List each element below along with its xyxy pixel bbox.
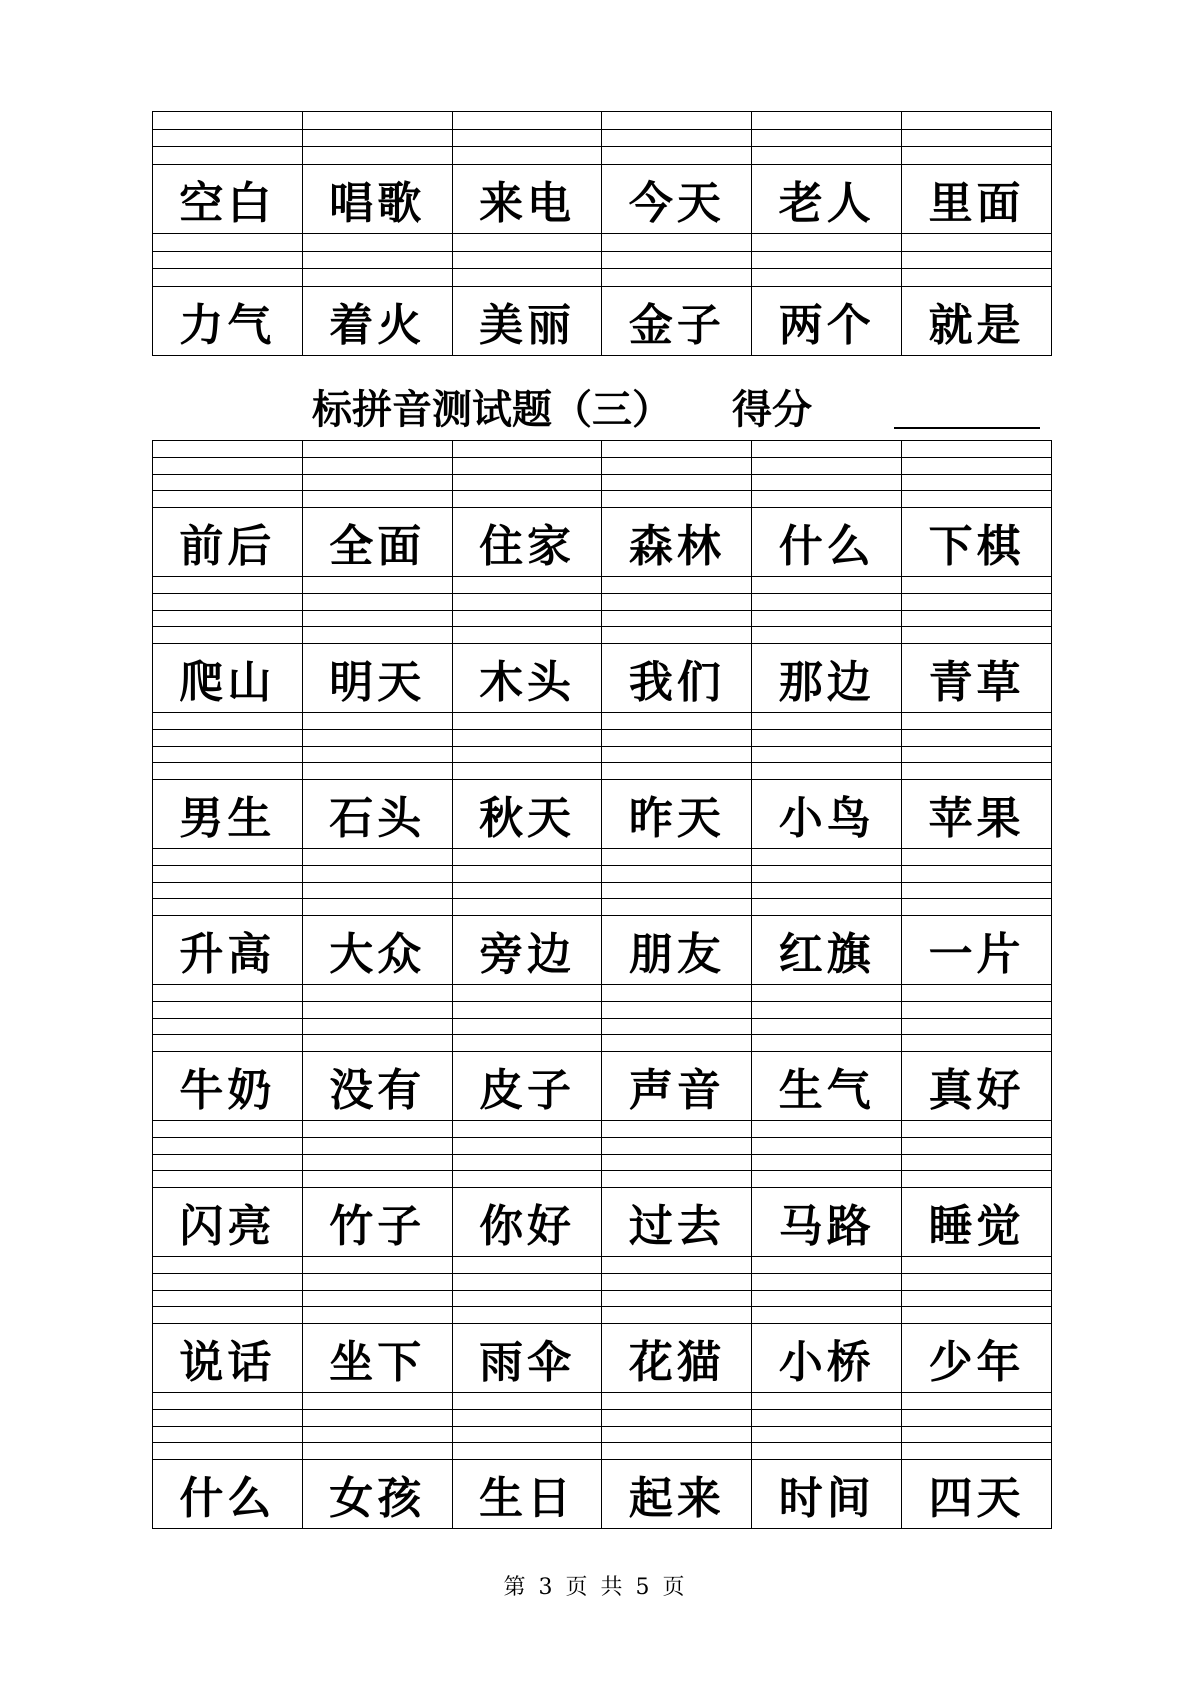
pinyin-writing-cell[interactable]	[602, 1121, 752, 1188]
word-cell: 声音	[602, 1052, 752, 1121]
pinyin-writing-cell[interactable]	[752, 1257, 902, 1324]
pinyin-writing-cell[interactable]	[602, 1393, 752, 1460]
pinyin-writing-cell[interactable]	[302, 1393, 452, 1460]
word-row	[153, 165, 1052, 234]
pinyin-writing-cell[interactable]	[452, 1121, 602, 1188]
word-cell: 青草	[902, 644, 1052, 713]
pinyin-row	[153, 577, 1052, 644]
word-cell: 没有	[302, 1052, 452, 1121]
word-cell: 一片	[902, 916, 1052, 985]
word-cell: 坐下	[302, 1324, 452, 1393]
word-cell: 来电	[452, 165, 602, 234]
pinyin-writing-cell[interactable]	[902, 713, 1052, 780]
word-cell: 爬山	[153, 644, 303, 713]
pinyin-writing-cell[interactable]	[452, 112, 602, 165]
word-cell: 时间	[752, 1460, 902, 1529]
word-cell: 男生	[153, 780, 303, 849]
pinyin-row	[153, 985, 1052, 1052]
pinyin-writing-cell[interactable]	[752, 849, 902, 916]
word-cell: 秋天	[452, 780, 602, 849]
word-cell: 森林	[602, 508, 752, 577]
word-cell: 朋友	[602, 916, 752, 985]
word-cell: 花猫	[602, 1324, 752, 1393]
pinyin-writing-cell[interactable]	[302, 577, 452, 644]
word-row	[153, 1188, 1052, 1257]
pinyin-writing-cell[interactable]	[902, 234, 1052, 287]
pinyin-writing-cell[interactable]	[902, 849, 1052, 916]
word-cell: 石头	[302, 780, 452, 849]
word-cell: 睡觉	[902, 1188, 1052, 1257]
word-cell: 唱歌	[302, 165, 452, 234]
page-footer	[0, 1570, 1191, 1601]
pinyin-writing-cell[interactable]	[153, 985, 303, 1052]
pinyin-writing-cell[interactable]	[752, 985, 902, 1052]
pinyin-writing-cell[interactable]	[752, 234, 902, 287]
word-cell: 空白	[153, 165, 303, 234]
pinyin-writing-cell[interactable]	[153, 713, 303, 780]
pinyin-writing-cell[interactable]	[302, 112, 452, 165]
pinyin-writing-cell[interactable]	[302, 441, 452, 508]
word-cell: 四天	[902, 1460, 1052, 1529]
word-cell: 就是	[902, 287, 1052, 356]
pinyin-writing-cell[interactable]	[302, 713, 452, 780]
word-cell: 少年	[902, 1324, 1052, 1393]
pinyin-writing-cell[interactable]	[302, 985, 452, 1052]
test-title-text: 标拼音测试题（三）	[312, 386, 672, 433]
pinyin-writing-cell[interactable]	[153, 849, 303, 916]
word-row	[153, 1324, 1052, 1393]
pinyin-row	[153, 713, 1052, 780]
pinyin-writing-cell[interactable]	[602, 849, 752, 916]
word-cell: 力气	[153, 287, 303, 356]
pinyin-writing-cell[interactable]	[452, 441, 602, 508]
word-cell: 牛奶	[153, 1052, 303, 1121]
pinyin-writing-cell[interactable]	[602, 985, 752, 1052]
footer-prefix: 第	[503, 1575, 529, 1600]
word-cell: 红旗	[752, 916, 902, 985]
pinyin-writing-cell[interactable]	[153, 441, 303, 508]
pinyin-row	[153, 112, 1052, 165]
pinyin-row	[153, 1393, 1052, 1460]
word-row	[153, 287, 1052, 356]
word-cell: 下棋	[902, 508, 1052, 577]
word-cell: 真好	[902, 1052, 1052, 1121]
pinyin-writing-cell[interactable]	[752, 577, 902, 644]
word-cell: 两个	[752, 287, 902, 356]
word-row	[153, 644, 1052, 713]
pinyin-writing-cell[interactable]	[302, 1257, 452, 1324]
word-cell: 女孩	[302, 1460, 452, 1529]
pinyin-writing-cell[interactable]	[752, 713, 902, 780]
word-row	[153, 916, 1052, 985]
pinyin-row	[153, 234, 1052, 287]
pinyin-writing-cell[interactable]	[902, 1393, 1052, 1460]
pinyin-writing-cell[interactable]	[452, 1393, 602, 1460]
pinyin-writing-cell[interactable]	[452, 577, 602, 644]
word-cell: 皮子	[452, 1052, 602, 1121]
word-cell: 闪亮	[153, 1188, 303, 1257]
word-cell: 你好	[452, 1188, 602, 1257]
word-cell: 什么	[752, 508, 902, 577]
word-row	[153, 1052, 1052, 1121]
pinyin-writing-cell[interactable]	[902, 112, 1052, 165]
pinyin-row	[153, 441, 1052, 508]
pinyin-row	[153, 1257, 1052, 1324]
word-cell: 旁边	[452, 916, 602, 985]
pinyin-writing-cell[interactable]	[602, 1257, 752, 1324]
pinyin-writing-cell[interactable]	[602, 234, 752, 287]
pinyin-writing-cell[interactable]	[302, 234, 452, 287]
word-cell: 苹果	[902, 780, 1052, 849]
word-cell: 明天	[302, 644, 452, 713]
word-cell: 什么	[153, 1460, 303, 1529]
word-cell: 小鸟	[752, 780, 902, 849]
word-cell: 大众	[302, 916, 452, 985]
word-cell: 木头	[452, 644, 602, 713]
footer-mid: 页 共	[565, 1575, 626, 1600]
pinyin-row	[153, 1121, 1052, 1188]
pinyin-writing-cell[interactable]	[752, 112, 902, 165]
word-row	[153, 780, 1052, 849]
pinyin-writing-cell[interactable]	[602, 713, 752, 780]
main-word-grid	[152, 440, 1052, 1529]
word-cell: 今天	[602, 165, 752, 234]
word-cell: 起来	[602, 1460, 752, 1529]
word-cell: 升高	[153, 916, 303, 985]
word-cell: 老人	[752, 165, 902, 234]
word-cell: 金子	[602, 287, 752, 356]
pinyin-writing-cell[interactable]	[902, 985, 1052, 1052]
top-word-grid	[152, 111, 1052, 356]
pinyin-writing-cell[interactable]	[902, 1257, 1052, 1324]
word-cell: 住家	[452, 508, 602, 577]
word-row	[153, 508, 1052, 577]
footer-suffix: 页	[662, 1575, 688, 1600]
word-cell: 里面	[902, 165, 1052, 234]
word-cell: 说话	[153, 1324, 303, 1393]
pinyin-writing-cell[interactable]	[452, 985, 602, 1052]
pinyin-writing-cell[interactable]	[902, 577, 1052, 644]
word-cell: 马路	[752, 1188, 902, 1257]
word-cell: 我们	[602, 644, 752, 713]
word-cell: 前后	[153, 508, 303, 577]
pinyin-writing-cell[interactable]	[752, 1121, 902, 1188]
test-title	[312, 378, 812, 435]
word-row	[153, 1460, 1052, 1529]
pinyin-writing-cell[interactable]	[452, 1257, 602, 1324]
score-label: 得分	[732, 386, 812, 433]
pinyin-writing-cell[interactable]	[302, 849, 452, 916]
pinyin-writing-cell[interactable]	[153, 1257, 303, 1324]
word-cell: 那边	[752, 644, 902, 713]
pinyin-writing-cell[interactable]	[902, 1121, 1052, 1188]
pinyin-writing-cell[interactable]	[153, 1121, 303, 1188]
pinyin-writing-cell[interactable]	[153, 234, 303, 287]
word-cell: 小桥	[752, 1324, 902, 1393]
word-cell: 着火	[302, 287, 452, 356]
pinyin-writing-cell[interactable]	[452, 234, 602, 287]
pinyin-writing-cell[interactable]	[752, 441, 902, 508]
pinyin-writing-cell[interactable]	[602, 112, 752, 165]
word-cell: 美丽	[452, 287, 602, 356]
pinyin-writing-cell[interactable]	[302, 1121, 452, 1188]
pinyin-writing-cell[interactable]	[602, 577, 752, 644]
word-cell: 生日	[452, 1460, 602, 1529]
pinyin-writing-cell[interactable]	[153, 112, 303, 165]
pinyin-writing-cell[interactable]	[602, 441, 752, 508]
word-cell: 竹子	[302, 1188, 452, 1257]
pinyin-writing-cell[interactable]	[452, 849, 602, 916]
pinyin-writing-cell[interactable]	[902, 441, 1052, 508]
pinyin-writing-cell[interactable]	[452, 713, 602, 780]
word-cell: 昨天	[602, 780, 752, 849]
word-cell: 全面	[302, 508, 452, 577]
score-blank[interactable]	[894, 427, 1040, 429]
footer-page-number: 3	[538, 1575, 556, 1600]
word-cell: 生气	[752, 1052, 902, 1121]
word-cell: 雨伞	[452, 1324, 602, 1393]
pinyin-writing-cell[interactable]	[153, 1393, 303, 1460]
footer-total-pages: 5	[635, 1575, 653, 1600]
pinyin-row	[153, 849, 1052, 916]
pinyin-writing-cell[interactable]	[752, 1393, 902, 1460]
pinyin-writing-cell[interactable]	[153, 577, 303, 644]
word-cell: 过去	[602, 1188, 752, 1257]
